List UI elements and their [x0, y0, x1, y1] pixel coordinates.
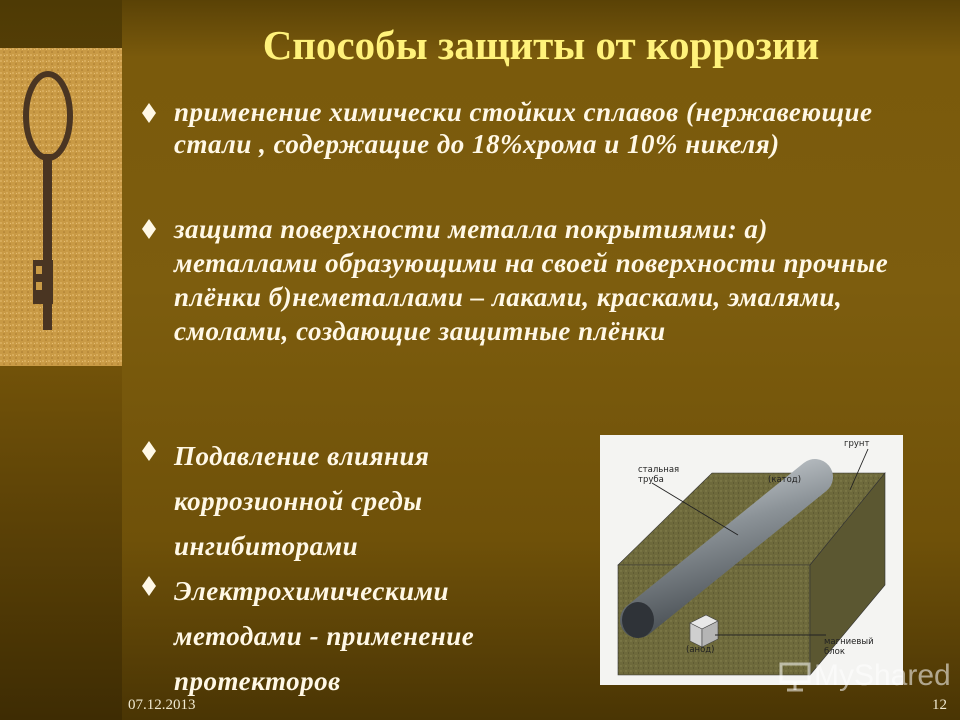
bullet-text: Электрохимическими методами - применение протекторов — [174, 576, 475, 696]
diamond-bullet-icon — [136, 438, 162, 464]
key-photo — [0, 48, 122, 366]
bullet-item-electrochemical — [136, 569, 576, 699]
diamond-bullet-icon — [136, 100, 162, 126]
bullet-item-coatings — [136, 212, 896, 426]
bullet-text: применение химически стойких сплавов (нержавеющие стали , содержащие до 18%хрома и 10% никеля) — [174, 97, 873, 159]
slide-title: Способы защиты от коррозии — [262, 22, 820, 68]
bullet-text: защита поверхности металла покрытиями: а) металлами образующими на своей поверхности прочные плёнки б)неметаллами – лаками, красками, эмалями, смолами, создающие защитные плёнки — [174, 214, 889, 346]
label-cathode: (катод) — [768, 475, 802, 485]
presentation-board-icon — [778, 660, 812, 692]
watermark — [778, 656, 958, 696]
page-number: 12 — [932, 697, 947, 713]
bullet-item-alloys — [136, 96, 896, 204]
label-soil: грунт — [844, 439, 870, 449]
label-magnesium-block: магниевый блок — [824, 637, 874, 657]
footer-date: 07.12.2013 — [128, 697, 196, 713]
bullet-item-inhibitors — [136, 434, 576, 564]
diamond-bullet-icon — [136, 216, 162, 242]
label-steel-pipe: стальная труба — [638, 465, 680, 485]
diamond-bullet-icon — [136, 573, 162, 599]
bullet-text: Подавление влияния коррозионной среды ингибиторами — [174, 441, 430, 561]
label-anode: (анод) — [686, 645, 715, 655]
watermark-text: MyShared — [814, 659, 951, 692]
cathodic-protection-diagram — [600, 435, 903, 685]
